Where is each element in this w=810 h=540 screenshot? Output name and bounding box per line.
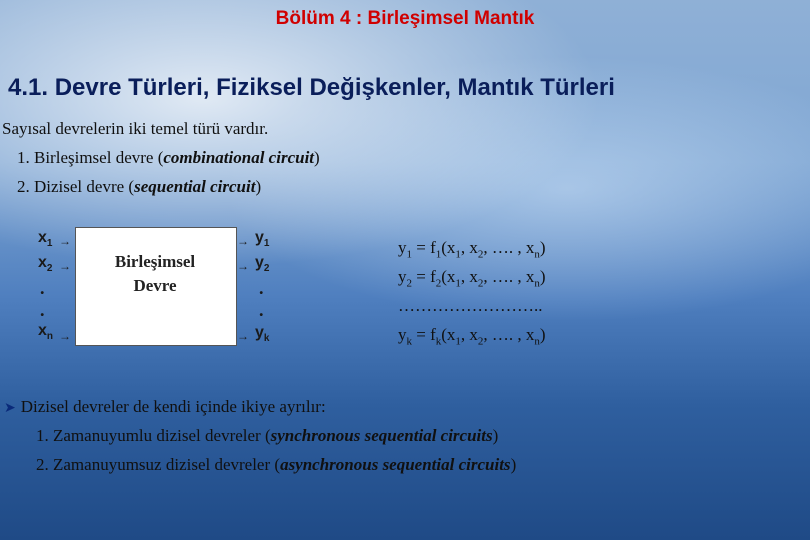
item-suffix: ) <box>314 148 320 167</box>
item-prefix: 2. Zamanuyumsuz dizisel devreler ( <box>36 455 281 474</box>
output-yk: $y_k$ <box>255 324 270 345</box>
sequential-async <box>36 455 516 475</box>
bullet-arrow-icon: ➤ <box>4 401 16 416</box>
item-english: combinational circuit <box>163 148 315 167</box>
output-y2: $y_2$ <box>255 254 270 275</box>
input-xn: $x_n$ <box>38 322 54 343</box>
equation-ellipsis: …………………….. <box>398 296 543 315</box>
item-suffix: ) <box>255 177 262 196</box>
sequential-heading-text: Dizisel devreler de kendi içinde ikiye ayrılır: <box>20 397 326 416</box>
item-english: asynchronous sequential circuits <box>280 455 511 474</box>
input-x2: $x_2$ <box>38 254 53 275</box>
circuit-type-combinational <box>17 148 320 168</box>
block-label-line1: Birleşimsel <box>114 252 196 271</box>
input-arrow-icon: → <box>59 329 71 343</box>
input-ellipsis-dot: . <box>40 278 45 298</box>
sequential-sync <box>36 426 498 446</box>
item-suffix: ) <box>510 455 517 474</box>
item-suffix: ) <box>492 426 499 445</box>
output-ellipsis-dot: . <box>259 300 264 320</box>
equation-yk: $y_k = f_k(x_1$, $x_2$, …. , $x_n$) <box>398 325 546 348</box>
circuit-type-sequential <box>17 177 261 197</box>
item-english: synchronous sequential circuits <box>270 426 493 445</box>
equation-y2: $y_2 = f_2(x_1$, $x_2$, …. , $x_n$) <box>398 267 546 290</box>
input-x1: $x_1$ <box>38 229 53 250</box>
input-arrow-icon: → <box>59 234 71 248</box>
output-y1: $y_1$ <box>255 229 270 250</box>
input-ellipsis-dot: . <box>40 300 45 320</box>
section-heading: 4.1. Devre Türleri, Fiziksel Değişkenler, Mantık Türleri <box>8 74 615 101</box>
output-ellipsis-dot: . <box>259 278 264 298</box>
output-arrow-icon: → <box>237 329 249 343</box>
item-prefix: 2. Dizisel devre ( <box>17 177 135 196</box>
item-prefix: 1. Zamanuyumlu dizisel devreler ( <box>36 426 271 445</box>
input-arrow-icon: → <box>59 259 71 273</box>
item-english: sequential circuit <box>134 177 256 196</box>
intro-text: Sayısal devrelerin iki temel türü vardır. <box>2 119 269 138</box>
block-label-line2: Devre <box>133 276 177 295</box>
output-arrow-icon: → <box>237 234 249 248</box>
item-prefix: 1. Birleşimsel devre ( <box>17 148 164 167</box>
block-label <box>75 250 235 298</box>
slide-title: Bölüm 4 : Birleşimsel Mantık <box>275 8 535 29</box>
output-arrow-icon: → <box>237 259 249 273</box>
sequential-heading <box>4 397 326 417</box>
equation-y1: $y_1 = f_1(x_1$, $x_2$, …. , $x_n$) <box>398 238 546 261</box>
